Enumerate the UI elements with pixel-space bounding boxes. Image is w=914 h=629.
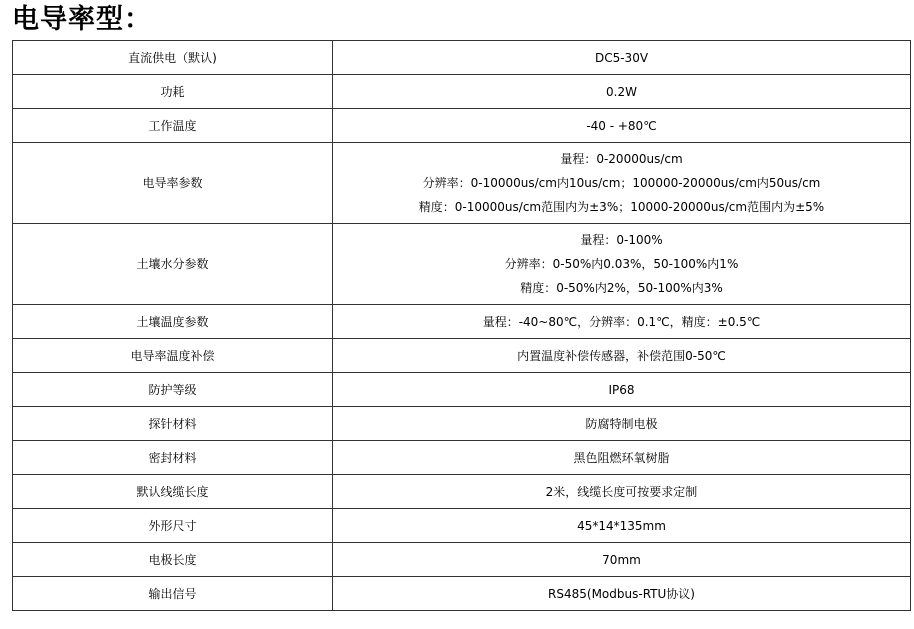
spec-label: 电极长度 (13, 543, 333, 577)
table-row (13, 509, 911, 543)
spec-value: 黑色阻燃环氧树脂 (333, 441, 911, 475)
spec-label: 防护等级 (13, 373, 333, 407)
spec-value: 量程：-40~80℃，分辨率：0.1℃，精度：±0.5℃ (333, 305, 911, 339)
table-row (13, 407, 911, 441)
spec-value-line: 量程：0-20000us/cm (560, 152, 683, 166)
spec-value: DC5-30V (333, 41, 911, 75)
spec-table (12, 40, 911, 611)
spec-value (333, 143, 911, 224)
spec-value-line: 量程：0-100% (580, 233, 663, 247)
spec-value (333, 224, 911, 305)
spec-value: -40 - +80℃ (333, 109, 911, 143)
table-row (13, 75, 911, 109)
table-row (13, 543, 911, 577)
table-row (13, 224, 911, 305)
spec-label: 电导率参数 (13, 143, 333, 224)
spec-label: 探针材料 (13, 407, 333, 441)
spec-label: 土壤温度参数 (13, 305, 333, 339)
table-row (13, 109, 911, 143)
spec-label: 电导率温度补偿 (13, 339, 333, 373)
spec-value: RS485(Modbus-RTU协议) (333, 577, 911, 611)
table-row (13, 577, 911, 611)
table-row (13, 373, 911, 407)
spec-value-line: 分辨率：0-10000us/cm内10us/cm；100000-20000us/cm内50us/cm (422, 176, 821, 190)
spec-value: IP68 (333, 373, 911, 407)
spec-label: 外形尺寸 (13, 509, 333, 543)
table-row (13, 143, 911, 224)
spec-value-line: 精度：0-50%内2%，50-100%内3% (520, 281, 723, 295)
spec-value-line: 精度：0-10000us/cm范围内为±3%；10000-20000us/cm范围内为±5% (418, 200, 825, 214)
spec-value-line: 分辨率：0-50%内0.03%，50-100%内1% (504, 257, 739, 271)
spec-value: 内置温度补偿传感器，补偿范围0-50℃ (333, 339, 911, 373)
table-row (13, 339, 911, 373)
spec-value: 45*14*135mm (333, 509, 911, 543)
spec-label: 直流供电（默认) (13, 41, 333, 75)
page-title: 电导率型： (12, 4, 152, 35)
spec-value: 防腐特制电极 (333, 407, 911, 441)
spec-label: 土壤水分参数 (13, 224, 333, 305)
table-row (13, 475, 911, 509)
spec-value: 70mm (333, 543, 911, 577)
table-row (13, 441, 911, 475)
spec-label: 默认线缆长度 (13, 475, 333, 509)
spec-value: 0.2W (333, 75, 911, 109)
spec-value: 2米，线缆长度可按要求定制 (333, 475, 911, 509)
spec-label: 工作温度 (13, 109, 333, 143)
spec-label: 输出信号 (13, 577, 333, 611)
table-row (13, 41, 911, 75)
spec-label: 密封材料 (13, 441, 333, 475)
table-row (13, 305, 911, 339)
spec-label: 功耗 (13, 75, 333, 109)
